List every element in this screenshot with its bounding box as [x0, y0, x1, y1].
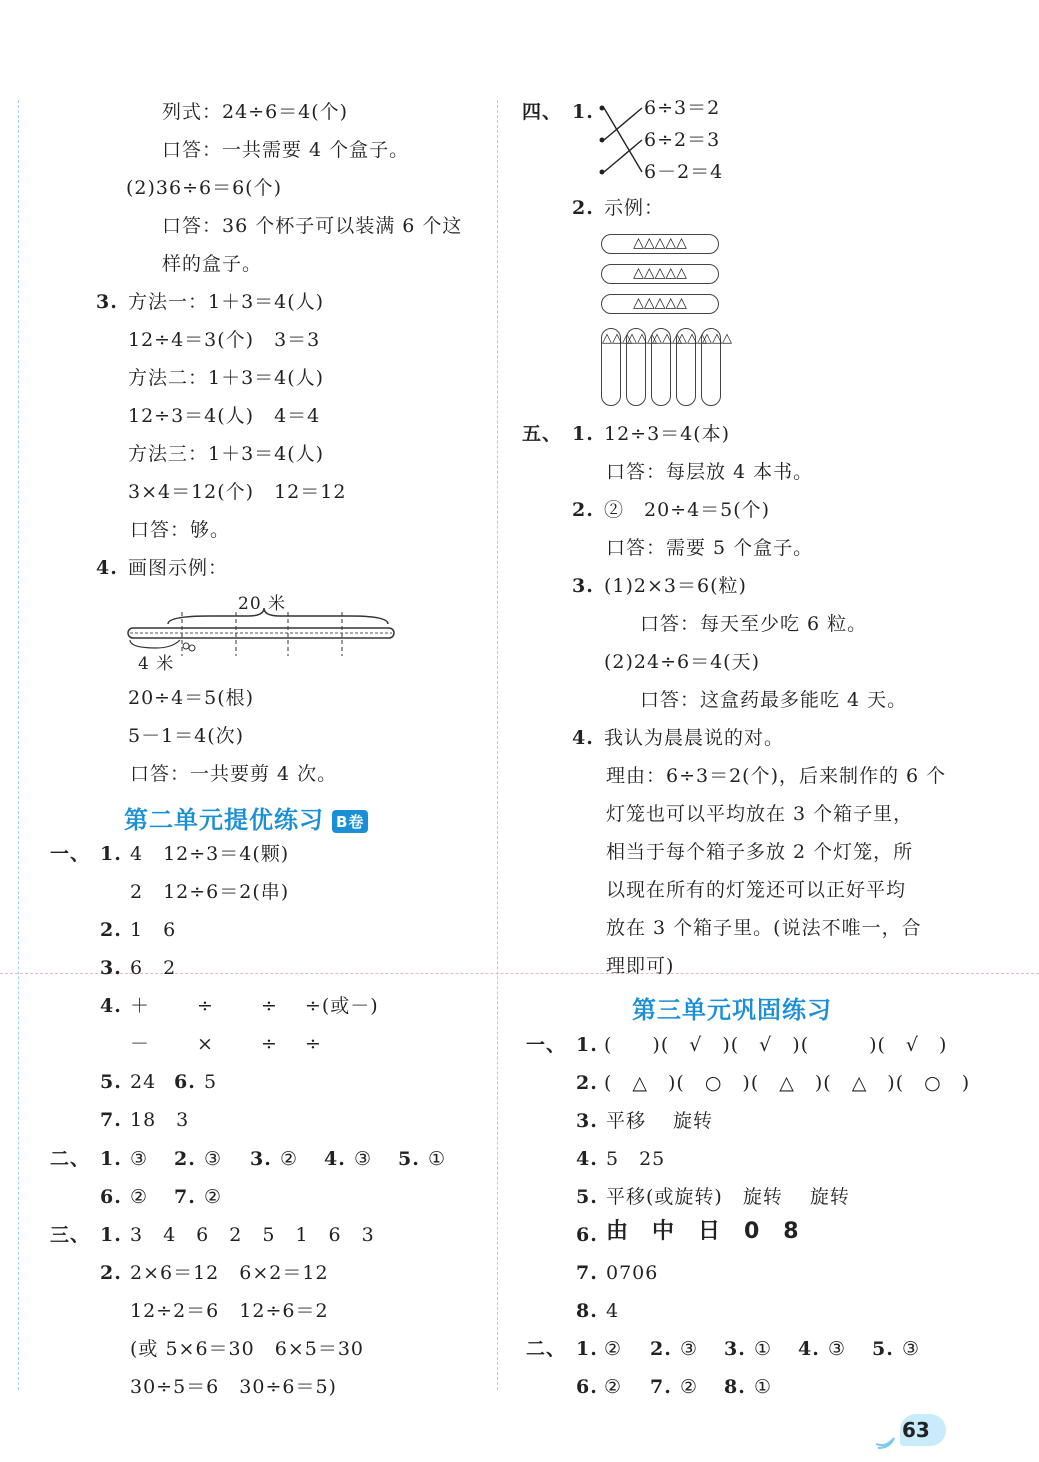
match-expression: 6÷3＝2 [644, 97, 721, 119]
answer-value: ① [754, 1338, 773, 1360]
answer-value: ③ [828, 1338, 847, 1360]
answer-line: 12÷3＝4(本) [604, 423, 731, 445]
answer-line: － × ÷ ÷ [130, 1033, 322, 1055]
answer-line: (1)2×3＝6(粒) [604, 575, 747, 597]
answer-line: 相当于每个箱子多放 2 个灯笼，所 [606, 841, 914, 863]
swirl-icon [872, 1422, 902, 1452]
question-number: 2. [174, 1148, 196, 1170]
answer-line: 平移(或旋转) 旋转 旋转 [606, 1186, 850, 1208]
answer-line: 我认为晨晨说的对。 [604, 727, 785, 749]
triangle-group: △△△△△ [601, 264, 719, 284]
unit3-title: 第三单元巩固练习 [632, 996, 832, 1024]
question-number: 6. [174, 1071, 196, 1093]
unit2-title [124, 800, 368, 835]
answer-line: 3×4＝12(个) 12＝12 [128, 481, 347, 503]
question-number: 4. [572, 727, 594, 749]
column-divider [497, 100, 498, 1390]
section-marker: 二、 [526, 1338, 567, 1360]
answer-line: 1 6 [130, 919, 177, 941]
answer-line: 4 12÷3＝4(颗) [130, 843, 290, 865]
section-marker: 四、 [522, 101, 563, 123]
question-number: 7. [650, 1376, 672, 1398]
answer-value: ① [754, 1376, 773, 1398]
answer-line: 口答：需要 5 个盒子。 [606, 537, 814, 559]
section-marker: 三、 [50, 1224, 91, 1246]
answer-line: 口答：一共需要 4 个盒子。 [162, 139, 410, 161]
question-number: 2. [650, 1338, 672, 1360]
question-number: 1. [100, 1224, 122, 1246]
triangle-column: △△△ [626, 328, 646, 406]
answer-value: ③ [130, 1148, 149, 1170]
question-number: 2. [100, 1262, 122, 1284]
answer-line: 方法三：1＋3＝4(人) [128, 443, 325, 465]
question-number: 8. [576, 1300, 598, 1322]
answer-line: 4 [606, 1300, 620, 1322]
answer-line: 2×6＝12 6×2＝12 [130, 1262, 329, 1284]
question-number: 7. [174, 1186, 196, 1208]
question-number: 7. [576, 1262, 598, 1284]
question-number: 4. [576, 1148, 598, 1170]
answer-line: ( )( √ )( √ )( )( √ ) [604, 1034, 948, 1056]
section-marker: 五、 [522, 423, 563, 445]
question-number: 2. [572, 197, 594, 219]
answer-value: ② [130, 1186, 149, 1208]
answer-line: 30÷5＝6 30÷6＝5) [130, 1376, 337, 1398]
answer-line: ( △ )( ○ )( △ )( △ )( ○ ) [604, 1072, 971, 1094]
question-number: 4. [100, 995, 122, 1017]
question-number: 1. [572, 101, 594, 123]
left-margin-line [18, 100, 19, 1390]
answer-line: 12÷4＝3(个) 3＝3 [128, 329, 321, 351]
answer-line: 5－1＝4(次) [128, 725, 245, 747]
triangle-column: △△△ [601, 328, 621, 406]
answer-line: 方法二：1＋3＝4(人) [128, 367, 325, 389]
answer-line: 样的盒子。 [162, 253, 263, 275]
answer-value: ③ [354, 1148, 373, 1170]
match-expression: 6÷2＝3 [644, 129, 721, 151]
triangle-column: △△△ [651, 328, 671, 406]
triangle-group: △△△△△ [601, 294, 719, 314]
question-number: 4. [96, 557, 118, 579]
match-expression: 6－2＝4 [644, 161, 724, 183]
answer-line: 理即可) [606, 955, 675, 977]
answer-line: 口答：这盒药最多能吃 4 天。 [640, 689, 908, 711]
page-number: 63 [902, 1418, 930, 1442]
answer-line: 以现在所有的灯笼还可以正好平均 [606, 879, 907, 901]
answer-line: (2)24÷6＝4(天) [604, 651, 761, 673]
b-volume-badge: B卷 [332, 810, 368, 833]
question-number: 4. [798, 1338, 820, 1360]
segment-length-label: 4 米 [138, 654, 175, 674]
answer-value: ③ [902, 1338, 921, 1360]
answer-line: 3 4 6 2 5 1 6 3 [130, 1224, 375, 1246]
question-number: 2. [100, 919, 122, 941]
answer-value: ① [428, 1148, 447, 1170]
answer-line: 放在 3 个箱子里。(说法不唯一，合 [606, 917, 922, 939]
answer-value: ② [280, 1148, 299, 1170]
answer-line: 20÷4＝5(根) [128, 687, 255, 709]
question-number: 6. [100, 1186, 122, 1208]
answer-value: ② [680, 1376, 699, 1398]
answer-line: 列式：24÷6＝4(个) [162, 101, 349, 123]
question-number: 3. [576, 1110, 598, 1132]
answer-line: 由 中 日 0 8 [606, 1219, 800, 1244]
answer-line: 口答：一共要剪 4 次。 [130, 763, 338, 785]
question-number: 3. [572, 575, 594, 597]
answer-line: ② 20÷4＝5(个) [604, 499, 771, 521]
question-number: 1. [100, 843, 122, 865]
answer-value: ② [204, 1186, 223, 1208]
rope-diagram [120, 590, 410, 680]
answer-line: 口答：够。 [130, 519, 231, 541]
answer-line: 12÷3＝4(人) 4＝4 [128, 405, 321, 427]
answer-value: ② [604, 1376, 623, 1398]
answer-line: 12÷2＝6 12÷6＝2 [130, 1300, 329, 1322]
question-number: 3. [724, 1338, 746, 1360]
answer-line: 6 2 [130, 957, 177, 979]
question-number: 5. [100, 1071, 122, 1093]
question-number: 8. [724, 1376, 746, 1398]
answer-line: 5 25 [606, 1148, 666, 1170]
question-number: 3. [100, 957, 122, 979]
answer-line: 口答：每层放 4 本书。 [606, 461, 814, 483]
matching-diagram [596, 94, 726, 190]
question-number: 6. [576, 1376, 598, 1398]
question-number: 4. [324, 1148, 346, 1170]
question-number: 1. [572, 423, 594, 445]
answer-line: 方法一：1＋3＝4(人) [128, 291, 325, 313]
answer-line: 口答：每天至少吃 6 粒。 [640, 613, 868, 635]
question-number: 2. [576, 1072, 598, 1094]
answer-value: ③ [204, 1148, 223, 1170]
question-number: 3. [96, 291, 118, 313]
question-number: 5. [398, 1148, 420, 1170]
answer-line: 理由：6÷3＝2(个)，后来制作的 6 个 [606, 765, 947, 787]
answer-line: 口答：36 个杯子可以装满 6 个这 [162, 215, 463, 237]
question-number: 3. [250, 1148, 272, 1170]
question-number: 1. [100, 1148, 122, 1170]
example-label: 示例： [604, 197, 665, 219]
answer-line: 画图示例： [128, 557, 229, 579]
unit2-title-text: 第二单元提优练习 [124, 806, 324, 834]
triangle-group: △△△△△ [601, 234, 719, 254]
section-marker: 二、 [50, 1148, 91, 1170]
question-number: 2. [572, 499, 594, 521]
question-number: 1. [576, 1338, 598, 1360]
answer-value: 5 [204, 1071, 218, 1093]
question-number: 7. [100, 1109, 122, 1131]
answer-line: (2)36÷6＝6(个) [126, 177, 283, 199]
answer-line: ＋ ÷ ÷ ÷(或－) [130, 995, 379, 1017]
answer-value: ② [604, 1338, 623, 1360]
rope-length-label: 20 米 [238, 594, 287, 614]
answer-value: 24 [130, 1071, 157, 1093]
answer-line: 18 3 [130, 1109, 190, 1131]
answer-value: ③ [680, 1338, 699, 1360]
answer-line: (或 5×6＝30 6×5＝30 [130, 1338, 364, 1360]
answer-line: 0706 [606, 1262, 659, 1284]
answer-line: 灯笼也可以平均放在 3 个箱子里， [606, 803, 914, 825]
triangle-column: △△△ [701, 328, 721, 406]
question-number: 5. [872, 1338, 894, 1360]
section-marker: 一、 [50, 843, 91, 865]
section-marker: 一、 [526, 1034, 567, 1056]
triangle-column: △△△ [676, 328, 696, 406]
question-number: 1. [576, 1034, 598, 1056]
answer-line: 平移 旋转 [606, 1110, 714, 1132]
answer-line: 2 12÷6＝2(串) [130, 881, 290, 903]
question-number: 5. [576, 1186, 598, 1208]
question-number: 6. [576, 1224, 598, 1246]
